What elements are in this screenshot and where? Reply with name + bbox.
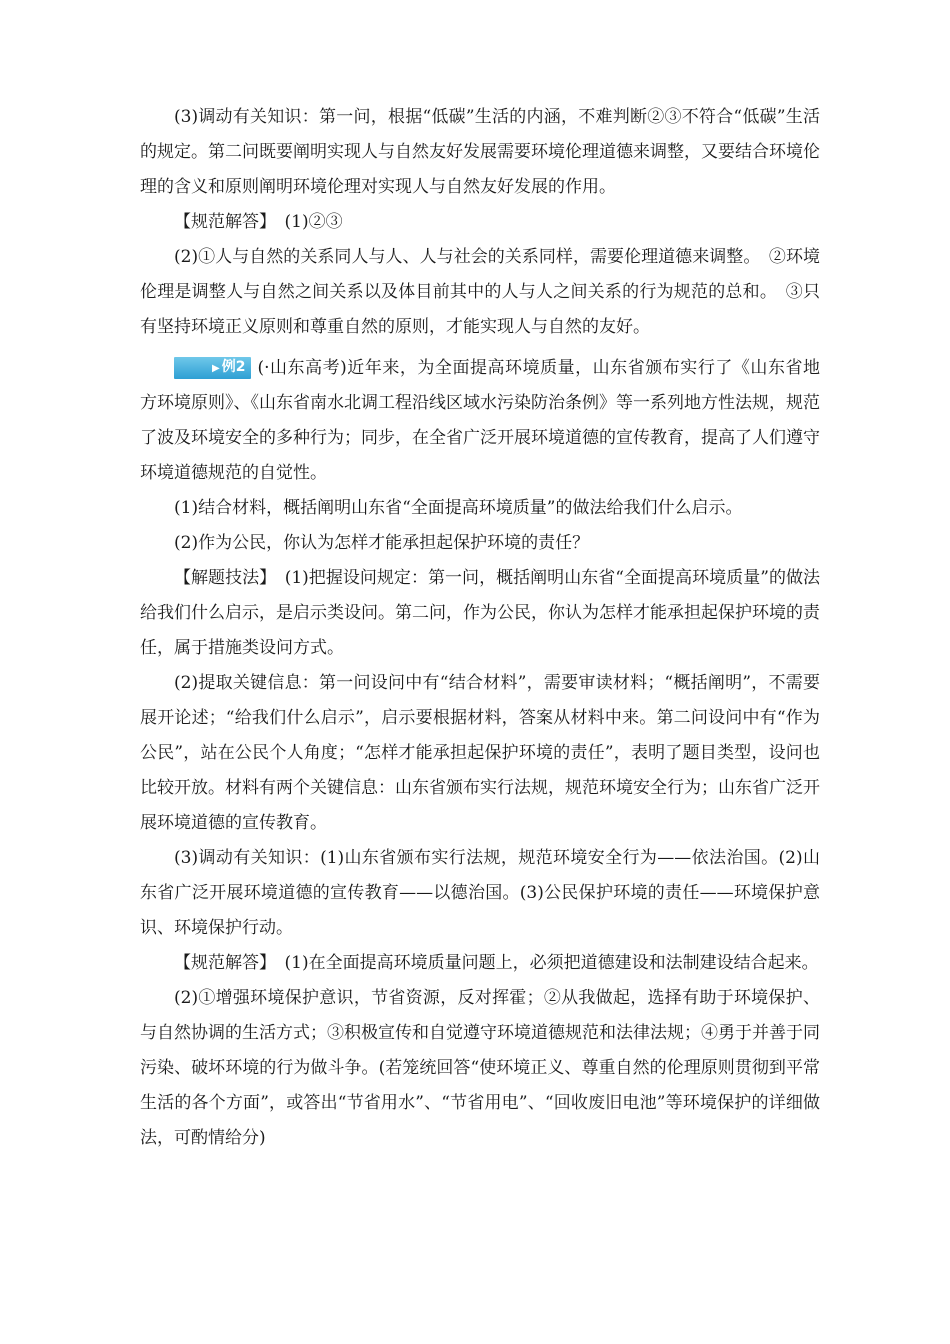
question-2: (2)作为公民，你认为怎样才能承担起保护环境的责任？ bbox=[174, 533, 590, 553]
paragraph-knowledge-1: (3)调动有关知识：第一问，根据“低碳”生活的内涵，不难判断②③不符合“低碳”生活的规定。第二问既要阐明实现人与自然友好发展需要环境伦理道德来调整，又要结合环境伦理的含义和原则阐明环境伦理对实现人与自然友好发展的作用。 bbox=[140, 107, 820, 197]
triangle-right-icon: ▶ bbox=[212, 363, 220, 374]
paragraph-answer-heading-2: 【规范解答】 (1)在全面提高环境质量问题上，必须把道德建设和法制建设结合起来。 bbox=[174, 953, 819, 973]
paragraph-answer-1-part-2: (2)①人与自然的关系同人与人、人与社会的关系同样，需要伦理道德来调整。 ②环境伦理是调整人与自然之间关系以及体目前其中的人与人之间关系的行为规范的总和。 ③只有坚持环境正义原则和尊重自然的原则，才能实现人与自然的友好。 bbox=[140, 247, 820, 337]
paragraph-key-info: (2)提取关键信息：第一问设问中有“结合材料”，需要审读材料；“概括阐明”，不需要展开论述；“给我们什么启示”，启示要根据材料，答案从材料中来。第二问设问中有“作为公民”，站在公民个人角度；“怎样才能承担起保护环境的责任”，表明了题目类型，设问也比较开放。材料有两个关键信息：山东省颁布实行法规，规范环境安全行为；山东省广泛开展环境道德的宣传教育。 bbox=[140, 673, 820, 833]
paragraph-technique: 【解题技法】 (1)把握设问规定：第一问，概括阐明山东省“全面提高环境质量”的做法给我们什么启示，是启示类设问。第二问，作为公民，你认为怎样才能承担起保护环境的责任，属于措施类设问方式。 bbox=[140, 568, 820, 658]
example-badge bbox=[174, 357, 251, 379]
paragraph-answer-2-part-2: (2)①增强环境保护意识，节省资源，反对挥霍；②从我做起，选择有助于环境保护、与自然协调的生活方式；③积极宣传和自觉遵守环境道德规范和法律法规；④勇于并善于同污染、破坏环境的行为做斗争。(若笼统回答“使环境正义、尊重自然的伦理原则贯彻到平常生活的各个方面”，或答出“节省用水”、“节省用电”、“回收废旧电池”等环境保护的详细做法，可酌情给分) bbox=[140, 988, 820, 1148]
example-badge-label: 例2 bbox=[221, 359, 246, 375]
question-1: (1)结合材料，概括阐明山东省“全面提高环境质量”的做法给我们什么启示。 bbox=[174, 498, 743, 518]
example-question-text: (·山东高考)近年来，为全面提高环境质量，山东省颁布实行了《山东省地方环境原则》、《山东省南水北调工程沿线区域水污染防治条例》等一系列地方性法规，规范了波及环境安全的多种行为；同步，在全省广泛开展环境道德的宣传教育，提高了人们遵守环境道德规范的自觉性。 bbox=[140, 358, 820, 483]
paragraph-knowledge-2: (3)调动有关知识：(1)山东省颁布实行法规，规范环境安全行为——依法治国。(2)山东省广泛开展环境道德的宣传教育——以德治国。(3)公民保护环境的责任——环境保护意识、环境保护行动。 bbox=[140, 848, 820, 938]
paragraph-answer-heading-1: 【规范解答】 (1)②③ bbox=[174, 212, 343, 232]
document-page bbox=[140, 100, 820, 1156]
example-question bbox=[140, 351, 820, 491]
